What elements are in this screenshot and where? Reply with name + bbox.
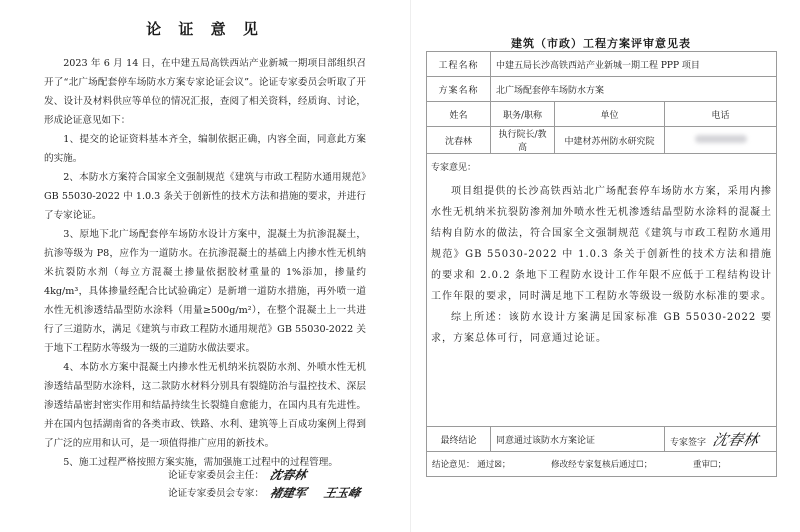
page-title: 论 证 意 见	[146, 20, 264, 38]
intro-paragraph: 2023 年 6 月 14 日，在中建五局高铁西站产业新城一期项目部组织召开了“北广场配套停车场防水方案专家论证会议”。论证专家委员会听取了开发、设计及材料供应等单位的情况汇报，查阅了相关资料，经质询、讨论，形成论证意见如下：	[44, 58, 366, 126]
opinion-item-3: 3、原地下北广场配套停车场防水设计方案中，混凝土为抗渗混凝土，抗渗等级为 P8，应作为一道防水。在抗渗混凝土的基础上内掺水性无机纳米抗裂防水剂（每立方混凝土掺量依据胶材重量的 1%添加，掺量约 4kg/m³，具体掺量经配合比试验确定）是新增一道防水措施，再外喷一道水性无机渗透结晶型防水涂料（用量≥500g/m²），在整个混凝土上一共进行了三道防水，满足《建筑与市政工程防水通用规范》GB 55030-2022 关于地下工程防水等级为一级的三道防水做法要求。	[44, 229, 366, 354]
col-header-phone: 电话	[665, 102, 777, 127]
opinion-row	[427, 154, 777, 427]
reviewer-row	[427, 127, 777, 154]
final-conclusion-label: 最终结论	[427, 427, 491, 452]
reviewer-name: 沈春林	[427, 127, 491, 154]
option-re-review[interactable]: 重审☐；	[692, 460, 727, 470]
experts-label: 论证专家委员会专家：	[168, 487, 264, 499]
reviewer-unit: 中建材苏州防水研究院	[555, 127, 665, 154]
reviewer-header-row	[427, 102, 777, 127]
opinion-text	[431, 181, 772, 349]
opinion-body	[44, 54, 366, 472]
plan-name-value: 北广场配套停车场防水方案	[491, 77, 777, 102]
checkbox-unchecked-icon[interactable]: ☐	[636, 460, 644, 470]
opinion-item-5: 5、施工过程严格按照方案实施，需加强施工过程中的过程管理。	[63, 457, 338, 468]
signature-block	[168, 466, 388, 502]
plan-name-label: 方案名称	[427, 77, 491, 102]
final-conclusion-row	[427, 427, 777, 452]
opinion-paragraph-1: 项目组提供的长沙高铁西站北广场配套停车场防水方案，采用内掺水性无机纳米抗裂防渗剂加外喷水性无机渗透结晶型防水涂料的混凝土结构自防水的做法，符合国家全文强制规范《建筑与市政工程防水通用规范》GB 55030-2022 中 1.0.3 条关于创新性的技术方法和措施的要求和 2.0.2 条地下工程防水设计工作年限不应低于工程结构设计工作年限的要求，同时满足地下工程防水等级设一级防水标准的要求。	[431, 186, 773, 302]
checkbox-unchecked-icon[interactable]: ☐	[709, 460, 718, 470]
chair-signature-row	[168, 466, 388, 484]
plan-name-row	[427, 77, 777, 102]
opinion-item-2: 2、本防水方案符合国家全文强制规范《建筑与市政工程防水通用规范》GB 55030-2022 中 1.0.3 条关于创新性的技术方法和措施的要求，并进行了专家论证。	[44, 172, 366, 221]
review-form-page	[411, 0, 800, 532]
chair-label: 论证专家委员会主任：	[168, 469, 264, 481]
chair-signature: 沈春林	[268, 467, 308, 482]
expert-opinion-cell	[427, 154, 777, 427]
form-title: 建筑（市政）工程方案评审意见表	[511, 37, 691, 50]
col-header-title: 职务/职称	[491, 102, 555, 127]
opinion-paragraph-2: 综上所述：该防水设计方案满足国家标准 GB 55030-2022 要求，方案总体可行，同意通过论证。	[431, 312, 773, 344]
project-name-value: 中建五局长沙高铁西站产业新城一期工程 PPP 项目	[491, 52, 777, 77]
checkbox-checked-icon[interactable]: ☒	[494, 460, 502, 470]
opinion-item-1: 1、提交的论证资料基本齐全，编制依据正确，内容全面，同意此方案的实施。	[44, 134, 366, 164]
expert-signature-2: 王玉峰	[322, 485, 362, 500]
project-name-row	[427, 52, 777, 77]
review-form-table	[426, 51, 777, 477]
result-label: 结论意见：	[432, 460, 475, 470]
option-pass-after-revision[interactable]: 修改经专家复核后通过☐；	[551, 460, 653, 470]
reviewer-title: 执行院长/教高	[491, 127, 555, 154]
expert-signature-1: 褚建军	[268, 485, 308, 500]
reviewer-phone-cell	[665, 127, 777, 154]
col-header-name: 姓名	[427, 102, 491, 127]
expert-signature-label: 专家签字	[670, 437, 707, 448]
option-pass-label: 通过	[477, 460, 495, 470]
col-header-unit: 单位	[555, 102, 665, 127]
option-rereview-label: 重审	[692, 460, 710, 470]
project-name-label: 工程名称	[427, 52, 491, 77]
option-pass[interactable]: 通过☒；	[477, 460, 511, 470]
experts-signature-row	[168, 484, 388, 502]
expert-signature-cell	[665, 427, 777, 452]
option-revise-label: 修改经专家复核后通过	[551, 460, 637, 470]
expert-signature: 沈春林	[710, 430, 760, 449]
result-options-cell	[427, 452, 777, 477]
opinion-heading: 专家意见：	[431, 163, 477, 173]
redacted-phone-placeholder	[695, 135, 747, 143]
final-conclusion-value: 同意通过该防水方案论证	[491, 427, 665, 452]
result-options-row	[427, 452, 777, 477]
opinion-item-4: 4、本防水方案中混凝土内掺水性无机纳米抗裂防水剂、外喷水性无机渗透结晶型防水涂料，这二款防水材料分别具有裂缝防治与温控技术、深层渗透结晶密封密实作用和结晶持续生长裂缝自愈能力，在国内具有先进性。并在国内包括湖南省的各类市政、铁路、水利、建筑等上百成功案例上得到了广泛的应用和认可，是一项值得推广应用的新技术。	[44, 362, 366, 449]
